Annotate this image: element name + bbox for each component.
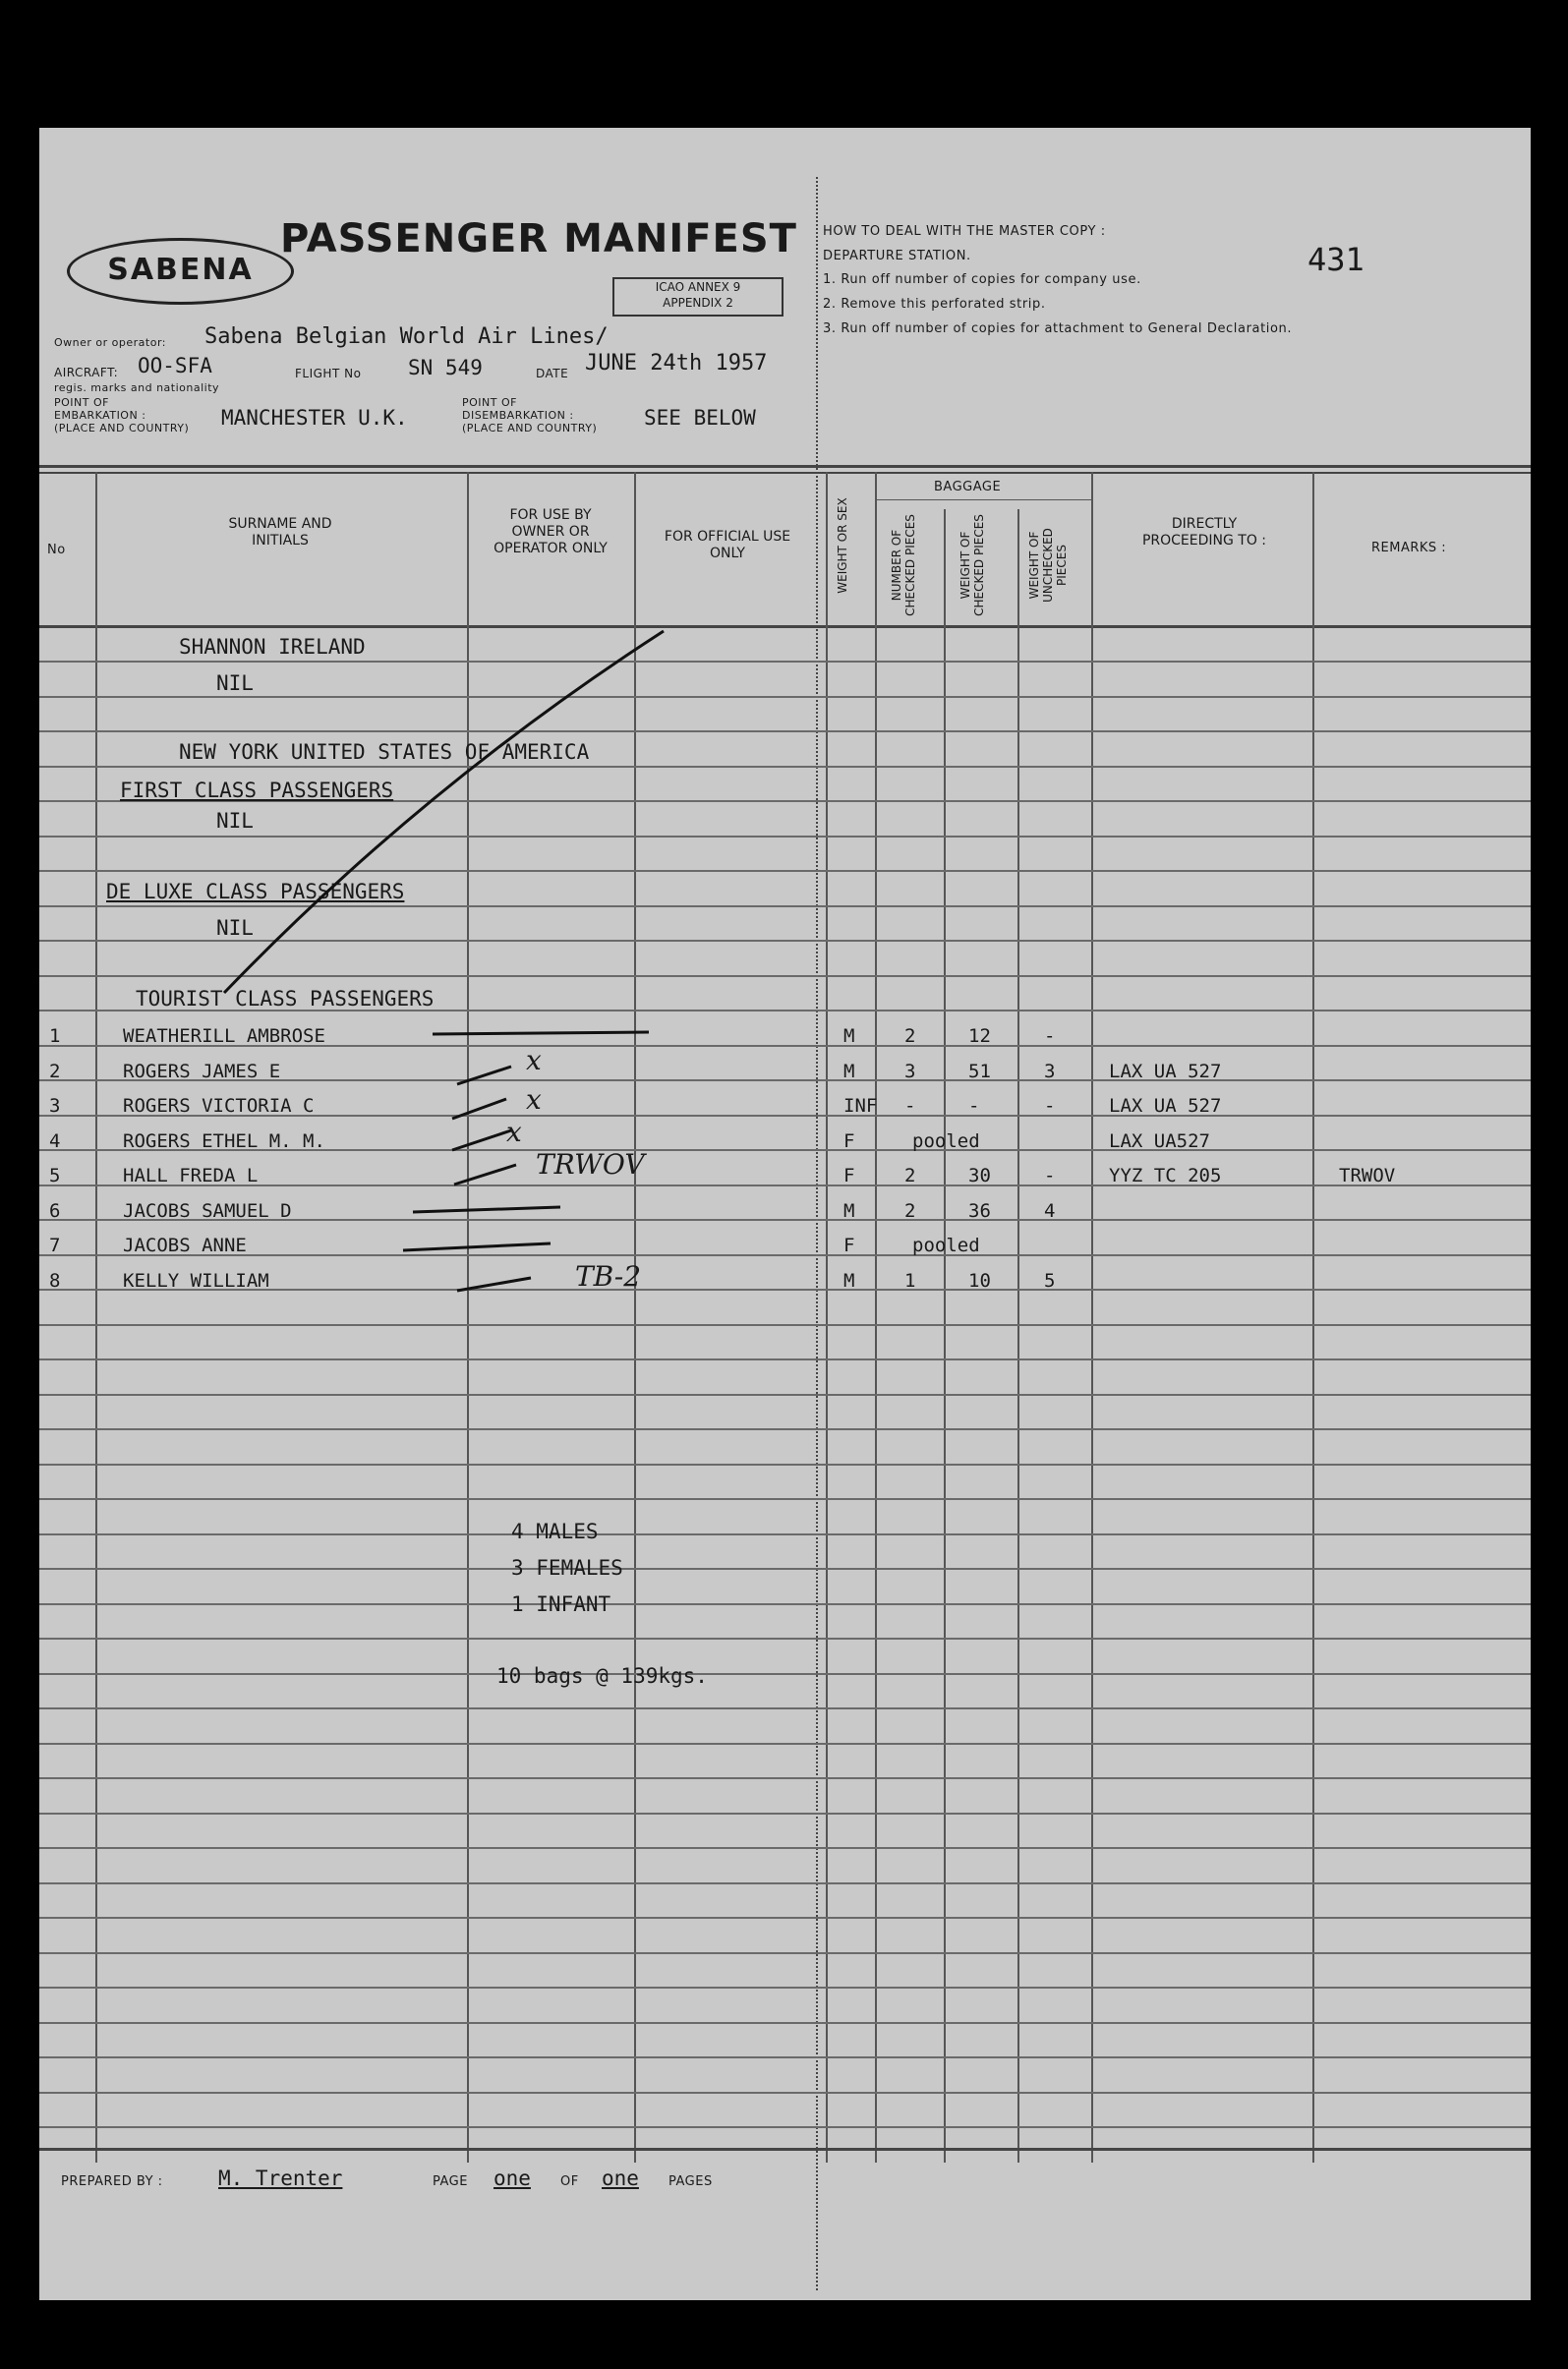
section-nil: NIL: [216, 916, 254, 940]
page-number: 431: [1307, 241, 1365, 278]
instructions-title: HOW TO DEAL WITH THE MASTER COPY :: [823, 224, 1106, 239]
embark-label-1: POINT OF: [54, 396, 109, 409]
disembark-label-2: DISEMBARKATION :: [462, 409, 574, 422]
aircraft-sub: regis. marks and nationality: [54, 381, 220, 394]
col-proceeding: DIRECTLY PROCEEDING TO :: [1141, 516, 1267, 549]
section-deluxe: DE LUXE CLASS PASSENGERS: [106, 880, 405, 903]
passenger-name: JACOBS SAMUEL D: [123, 1200, 292, 1222]
checked-weight: 51: [968, 1061, 991, 1082]
instruction-item: 1. Run off number of copies for company use.: [823, 272, 1141, 287]
passenger-name: KELLY WILLIAM: [123, 1270, 269, 1292]
col-checked-weight: WEIGHT OF CHECKED PIECES: [958, 514, 986, 616]
unchecked-weight: -: [1044, 1025, 1056, 1047]
passenger-name: WEATHERILL AMBROSE: [123, 1025, 325, 1047]
unchecked-weight: -: [1044, 1095, 1056, 1117]
disembark-label-3: (PLACE AND COUNTRY): [462, 422, 598, 434]
flight-value: SN 549: [408, 356, 483, 379]
checked-pieces: 1: [904, 1270, 916, 1292]
date-label: DATE: [536, 367, 569, 380]
handwritten-trwov: TRWOV: [536, 1148, 645, 1181]
section-newyork: NEW YORK UNITED STATES OF AMERICA: [179, 740, 590, 764]
section-shannon: SHANNON IRELAND: [179, 635, 366, 659]
unchecked-weight: 4: [1044, 1200, 1056, 1222]
aircraft-value: OO-SFA: [138, 354, 212, 377]
embark-label-3: (PLACE AND COUNTRY): [54, 422, 190, 434]
pages-label: PAGES: [668, 2174, 713, 2189]
checked-pieces: pooled: [912, 1235, 980, 1256]
sabena-logo: SABENA: [67, 238, 294, 305]
handwritten-x: x: [526, 1083, 542, 1116]
checked-pieces: 2: [904, 1165, 916, 1186]
col-checked-pieces: NUMBER OF CHECKED PIECES: [890, 514, 917, 616]
prepared-value: M. Trenter: [218, 2167, 343, 2190]
passenger-sex: F: [843, 1235, 855, 1256]
passenger-sex: F: [843, 1165, 855, 1186]
passenger-no: 2: [49, 1061, 61, 1082]
handwritten-x: x: [506, 1116, 522, 1148]
proceeding-to: LAX UA527: [1109, 1130, 1210, 1152]
passenger-name: HALL FREDA L: [123, 1165, 259, 1186]
passenger-name: JACOBS ANNE: [123, 1235, 247, 1256]
embark-value: MANCHESTER U.K.: [221, 406, 408, 430]
remarks: TRWOV: [1339, 1165, 1396, 1186]
passenger-sex: M: [843, 1025, 855, 1047]
col-remarks: REMARKS :: [1371, 541, 1447, 555]
owner-value: Sabena Belgian World Air Lines/: [204, 324, 609, 349]
checked-weight: 12: [968, 1025, 991, 1047]
pen-dash: [433, 1032, 649, 1034]
section-tourist: TOURIST CLASS PASSENGERS: [136, 987, 435, 1011]
passenger-name: ROGERS JAMES E: [123, 1061, 281, 1082]
owner-label: Owner or operator:: [54, 336, 166, 349]
checked-pieces: 2: [904, 1200, 916, 1222]
pen-dash: [457, 1067, 511, 1084]
passenger-no: 1: [49, 1025, 61, 1047]
passenger-no: 3: [49, 1095, 61, 1117]
proceeding-to: LAX UA 527: [1109, 1061, 1222, 1082]
passenger-sex: M: [843, 1270, 855, 1292]
passenger-sex: M: [843, 1200, 855, 1222]
proceeding-to: LAX UA 527: [1109, 1095, 1222, 1117]
unchecked-weight: -: [1044, 1165, 1056, 1186]
passenger-no: 8: [49, 1270, 61, 1292]
date-value: JUNE 24th 1957: [585, 351, 768, 376]
flight-label: FLIGHT No: [295, 367, 362, 380]
pen-dash: [403, 1243, 551, 1250]
col-baggage: BAGGAGE: [934, 480, 1002, 494]
passenger-sex: INF: [843, 1095, 878, 1117]
instructions-subtitle: DEPARTURE STATION.: [823, 249, 971, 263]
checked-weight: -: [968, 1095, 980, 1117]
instruction-item: 3. Run off number of copies for attachment to General Declaration.: [823, 321, 1293, 336]
passenger-sex: F: [843, 1130, 855, 1152]
col-weight-sex: WEIGHT OR SEX: [836, 497, 849, 594]
col-no: No: [47, 543, 66, 557]
unchecked-weight: 3: [1044, 1061, 1056, 1082]
unchecked-weight: 5: [1044, 1270, 1056, 1292]
checked-pieces: -: [904, 1095, 916, 1117]
manifest-title: PASSENGER MANIFEST: [280, 216, 797, 261]
handwritten-x: x: [526, 1044, 542, 1076]
prepared-label: PREPARED BY :: [61, 2174, 163, 2189]
col-owner-use: FOR USE BY OWNER OR OPERATOR ONLY: [494, 507, 608, 556]
diagonal-pen-stroke: [224, 631, 664, 993]
section-first-class: FIRST CLASS PASSENGERS: [120, 779, 394, 802]
passenger-name: ROGERS ETHEL M. M.: [123, 1130, 325, 1152]
pen-dash: [413, 1207, 560, 1212]
summary-infant: 1 INFANT: [511, 1592, 611, 1616]
checked-weight: 30: [968, 1165, 991, 1186]
page-label: PAGE: [433, 2174, 468, 2189]
footer-rule: [39, 2148, 1531, 2151]
col-unchecked-weight: WEIGHT OF UNCHECKED PIECES: [1027, 528, 1069, 603]
col-surname: SURNAME AND INITIALS: [228, 516, 332, 549]
section-nil: NIL: [216, 671, 254, 695]
passenger-no: 5: [49, 1165, 61, 1186]
checked-weight: 10: [968, 1270, 991, 1292]
proceeding-to: YYZ TC 205: [1109, 1165, 1222, 1186]
passenger-no: 4: [49, 1130, 61, 1152]
disembark-label-1: POINT OF: [462, 396, 517, 409]
passenger-sex: M: [843, 1061, 855, 1082]
summary-females: 3 FEMALES: [511, 1556, 623, 1580]
section-nil: NIL: [216, 809, 254, 833]
checked-pieces: 2: [904, 1025, 916, 1047]
checked-pieces: 3: [904, 1061, 916, 1082]
pen-dash: [454, 1165, 516, 1184]
icao-line1: ICAO ANNEX 9: [655, 280, 741, 294]
handwritten-tb2: TB-2: [575, 1260, 642, 1293]
passenger-name: ROGERS VICTORIA C: [123, 1095, 315, 1117]
page-value: one: [494, 2167, 531, 2190]
pen-dash: [452, 1099, 506, 1119]
summary-bags: 10 bags @ 139kgs.: [496, 1664, 708, 1688]
col-official-use: FOR OFFICIAL USE ONLY: [664, 529, 791, 561]
icao-line2: APPENDIX 2: [663, 296, 733, 310]
aircraft-label: AIRCRAFT:: [54, 366, 119, 379]
disembark-value: SEE BELOW: [644, 406, 756, 430]
pen-dash: [457, 1278, 531, 1291]
embark-label-2: EMBARKATION :: [54, 409, 146, 422]
checked-pieces: pooled: [912, 1130, 980, 1152]
instruction-item: 2. Remove this perforated strip.: [823, 297, 1046, 312]
checked-weight: 36: [968, 1200, 991, 1222]
passenger-no: 7: [49, 1235, 61, 1256]
pen-dash: [452, 1130, 511, 1150]
passenger-no: 6: [49, 1200, 61, 1222]
of-value: one: [602, 2167, 639, 2190]
summary-males: 4 MALES: [511, 1520, 599, 1543]
of-label: OF: [560, 2174, 579, 2189]
